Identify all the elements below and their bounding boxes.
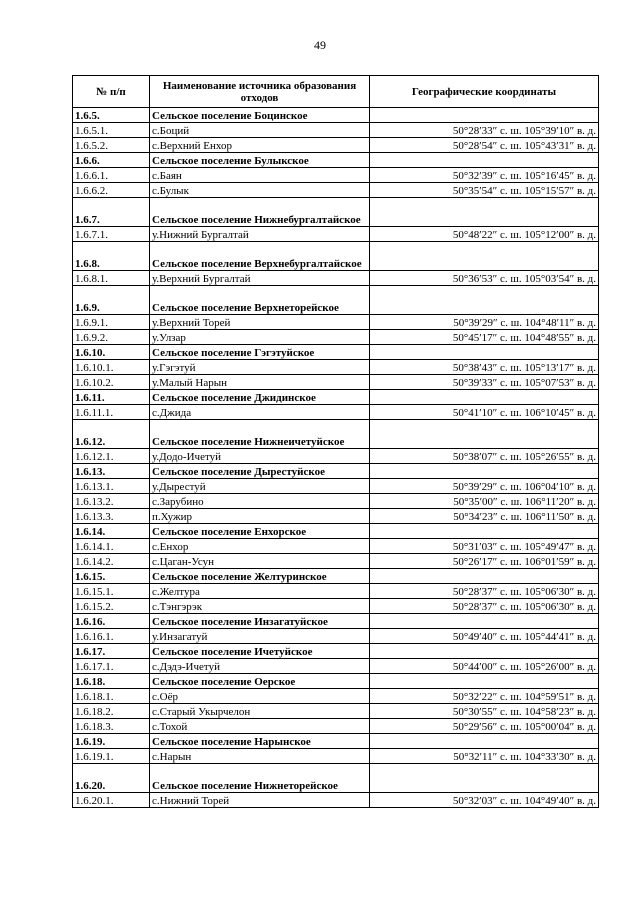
row-name: с.Боций — [150, 123, 370, 138]
table-row — [73, 689, 599, 704]
row-number: 1.6.6. — [73, 153, 150, 168]
row-name: у.Верхний Бургалтай — [150, 271, 370, 286]
row-name: Сельское поселение Нижнебургалтайское — [150, 198, 370, 227]
table-row — [73, 315, 599, 330]
row-coordinates — [370, 734, 599, 749]
row-number: 1.6.8.1. — [73, 271, 150, 286]
table-row — [73, 138, 599, 153]
row-name: Сельское поселение Джидинское — [150, 390, 370, 405]
row-coordinates: 50°36′53″ с. ш. 105°03′54″ в. д. — [370, 271, 599, 286]
row-coordinates — [370, 674, 599, 689]
row-coordinates: 50°34′23″ с. ш. 106°11′50″ в. д. — [370, 509, 599, 524]
table-row — [73, 629, 599, 644]
row-number: 1.6.9.2. — [73, 330, 150, 345]
row-name: с.Енхор — [150, 539, 370, 554]
table-row — [73, 449, 599, 464]
row-number: 1.6.14.2. — [73, 554, 150, 569]
row-name: с.Булык — [150, 183, 370, 198]
row-number: 1.6.5.1. — [73, 123, 150, 138]
row-number: 1.6.19. — [73, 734, 150, 749]
table-row — [73, 793, 599, 808]
row-number: 1.6.13.2. — [73, 494, 150, 509]
row-number: 1.6.11. — [73, 390, 150, 405]
row-name: у.Додо-Ичетуй — [150, 449, 370, 464]
row-coordinates: 50°28′33″ с. ш. 105°39′10″ в. д. — [370, 123, 599, 138]
row-coordinates: 50°39′29″ с. ш. 106°04′10″ в. д. — [370, 479, 599, 494]
row-coordinates: 50°35′54″ с. ш. 105°15′57″ в. д. — [370, 183, 599, 198]
row-coordinates: 50°38′43″ с. ш. 105°13′17″ в. д. — [370, 360, 599, 375]
row-name: у.Гэгэтуй — [150, 360, 370, 375]
row-name: с.Дэдэ-Ичетуй — [150, 659, 370, 674]
row-coordinates: 50°28′37″ с. ш. 105°06′30″ в. д. — [370, 584, 599, 599]
row-number: 1.6.18. — [73, 674, 150, 689]
table-body — [73, 108, 599, 808]
row-coordinates: 50°32′39″ с. ш. 105°16′45″ в. д. — [370, 168, 599, 183]
table-row — [73, 405, 599, 420]
section-row — [73, 524, 599, 539]
row-number: 1.6.6.2. — [73, 183, 150, 198]
table-row — [73, 554, 599, 569]
section-row — [73, 198, 599, 227]
row-name: Сельское поселение Дырестуйское — [150, 464, 370, 479]
row-name: у.Верхний Торей — [150, 315, 370, 330]
row-name: Сельское поселение Ичетуйское — [150, 644, 370, 659]
section-row — [73, 108, 599, 123]
section-row — [73, 614, 599, 629]
row-coordinates — [370, 464, 599, 479]
row-name: п.Хужир — [150, 509, 370, 524]
row-number: 1.6.14. — [73, 524, 150, 539]
row-name: Сельское поселение Енхорское — [150, 524, 370, 539]
row-number: 1.6.6.1. — [73, 168, 150, 183]
row-name: Сельское поселение Желтуринское — [150, 569, 370, 584]
row-name: с.Тохой — [150, 719, 370, 734]
row-coordinates — [370, 153, 599, 168]
row-coordinates — [370, 286, 599, 315]
row-name: у.Улзар — [150, 330, 370, 345]
table-row — [73, 360, 599, 375]
table-row — [73, 479, 599, 494]
row-name: Сельское поселение Булыкское — [150, 153, 370, 168]
row-number: 1.6.13.1. — [73, 479, 150, 494]
row-name: у.Инзагатуй — [150, 629, 370, 644]
row-coordinates: 50°32′22″ с. ш. 104°59′51″ в. д. — [370, 689, 599, 704]
row-number: 1.6.5. — [73, 108, 150, 123]
row-name: Сельское поселение Нижнеичетуйское — [150, 420, 370, 449]
row-name: с.Оёр — [150, 689, 370, 704]
table-row — [73, 168, 599, 183]
table-row — [73, 183, 599, 198]
row-name: Сельское поселение Верхнебургалтайское — [150, 242, 370, 271]
row-number: 1.6.11.1. — [73, 405, 150, 420]
row-number: 1.6.10.1. — [73, 360, 150, 375]
row-name: с.Тэнгэрэк — [150, 599, 370, 614]
row-number: 1.6.12. — [73, 420, 150, 449]
row-name: Сельское поселение Боцинское — [150, 108, 370, 123]
section-row — [73, 674, 599, 689]
row-number: 1.6.18.1. — [73, 689, 150, 704]
row-coordinates: 50°39′33″ с. ш. 105°07′53″ в. д. — [370, 375, 599, 390]
row-coordinates: 50°31′03″ с. ш. 105°49′47″ в. д. — [370, 539, 599, 554]
row-coordinates: 50°29′56″ с. ш. 105°00′04″ в. д. — [370, 719, 599, 734]
table-row — [73, 599, 599, 614]
row-number: 1.6.5.2. — [73, 138, 150, 153]
row-number: 1.6.12.1. — [73, 449, 150, 464]
row-number: 1.6.8. — [73, 242, 150, 271]
table-row — [73, 509, 599, 524]
row-name: с.Джида — [150, 405, 370, 420]
section-row — [73, 153, 599, 168]
row-number: 1.6.17. — [73, 644, 150, 659]
row-coordinates: 50°49′40″ с. ш. 105°44′41″ в. д. — [370, 629, 599, 644]
row-coordinates: 50°45′17″ с. ш. 104°48′55″ в. д. — [370, 330, 599, 345]
row-name: Сельское поселение Нижнеторейское — [150, 764, 370, 793]
row-name: у.Дырестуй — [150, 479, 370, 494]
section-row — [73, 569, 599, 584]
row-coordinates — [370, 390, 599, 405]
row-name: с.Баян — [150, 168, 370, 183]
row-number: 1.6.18.3. — [73, 719, 150, 734]
row-name: Сельское поселение Гэгэтуйское — [150, 345, 370, 360]
row-name: с.Желтура — [150, 584, 370, 599]
row-coordinates — [370, 108, 599, 123]
row-coordinates: 50°30′55″ с. ш. 104°58′23″ в. д. — [370, 704, 599, 719]
row-name: с.Старый Укырчелон — [150, 704, 370, 719]
table-row — [73, 227, 599, 242]
table-row — [73, 584, 599, 599]
section-row — [73, 644, 599, 659]
row-coordinates: 50°41′10″ с. ш. 106°10′45″ в. д. — [370, 405, 599, 420]
row-number: 1.6.16.1. — [73, 629, 150, 644]
row-number: 1.6.20. — [73, 764, 150, 793]
row-coordinates: 50°48′22″ с. ш. 105°12′00″ в. д. — [370, 227, 599, 242]
section-row — [73, 764, 599, 793]
row-name: у.Малый Нарын — [150, 375, 370, 390]
table-row — [73, 704, 599, 719]
table-row — [73, 123, 599, 138]
table-row — [73, 494, 599, 509]
section-row — [73, 286, 599, 315]
row-coordinates — [370, 764, 599, 793]
row-number: 1.6.16. — [73, 614, 150, 629]
row-coordinates: 50°44′00″ с. ш. 105°26′00″ в. д. — [370, 659, 599, 674]
page-number: 49 — [314, 38, 326, 52]
section-row — [73, 345, 599, 360]
row-coordinates: 50°28′54″ с. ш. 105°43′31″ в. д. — [370, 138, 599, 153]
row-coordinates — [370, 569, 599, 584]
row-coordinates: 50°39′29″ с. ш. 104°48′11″ в. д. — [370, 315, 599, 330]
row-number: 1.6.17.1. — [73, 659, 150, 674]
row-name: Сельское поселение Верхнеторейское — [150, 286, 370, 315]
row-name: с.Верхний Енхор — [150, 138, 370, 153]
row-coordinates — [370, 644, 599, 659]
table-row — [73, 271, 599, 286]
section-row — [73, 464, 599, 479]
row-name: с.Цаган-Усун — [150, 554, 370, 569]
table-row — [73, 749, 599, 764]
row-number: 1.6.15. — [73, 569, 150, 584]
row-name: с.Зарубино — [150, 494, 370, 509]
table-row — [73, 375, 599, 390]
row-number: 1.6.15.2. — [73, 599, 150, 614]
row-coordinates: 50°32′03″ с. ш. 104°49′40″ в. д. — [370, 793, 599, 808]
header-number: № п/п — [73, 76, 150, 108]
row-name: с.Нижний Торей — [150, 793, 370, 808]
row-number: 1.6.10.2. — [73, 375, 150, 390]
row-name: Сельское поселение Оерское — [150, 674, 370, 689]
row-name: с.Нарын — [150, 749, 370, 764]
header-coordinates: Географические координаты — [370, 76, 599, 108]
row-coordinates — [370, 420, 599, 449]
header-source-name: Наименование источника образования отходов — [150, 76, 370, 108]
row-coordinates: 50°28′37″ с. ш. 105°06′30″ в. д. — [370, 599, 599, 614]
row-number: 1.6.20.1. — [73, 793, 150, 808]
row-coordinates — [370, 614, 599, 629]
row-number: 1.6.13. — [73, 464, 150, 479]
row-number: 1.6.14.1. — [73, 539, 150, 554]
row-number: 1.6.18.2. — [73, 704, 150, 719]
coordinates-table — [72, 75, 599, 808]
row-number: 1.6.7. — [73, 198, 150, 227]
section-row — [73, 420, 599, 449]
table-row — [73, 719, 599, 734]
row-number: 1.6.10. — [73, 345, 150, 360]
row-name: у.Нижний Бургалтай — [150, 227, 370, 242]
section-row — [73, 242, 599, 271]
row-number: 1.6.19.1. — [73, 749, 150, 764]
table-row — [73, 659, 599, 674]
row-number: 1.6.13.3. — [73, 509, 150, 524]
row-number: 1.6.15.1. — [73, 584, 150, 599]
row-coordinates — [370, 242, 599, 271]
row-number: 1.6.9. — [73, 286, 150, 315]
row-number: 1.6.7.1. — [73, 227, 150, 242]
row-coordinates: 50°38′07″ с. ш. 105°26′55″ в. д. — [370, 449, 599, 464]
row-coordinates: 50°26′17″ с. ш. 106°01′59″ в. д. — [370, 554, 599, 569]
row-coordinates — [370, 524, 599, 539]
row-name: Сельское поселение Инзагатуйское — [150, 614, 370, 629]
table-row — [73, 330, 599, 345]
row-name: Сельское поселение Нарынское — [150, 734, 370, 749]
section-row — [73, 734, 599, 749]
table-row — [73, 539, 599, 554]
row-number: 1.6.9.1. — [73, 315, 150, 330]
row-coordinates: 50°32′11″ с. ш. 104°33′30″ в. д. — [370, 749, 599, 764]
row-coordinates: 50°35′00″ с. ш. 106°11′20″ в. д. — [370, 494, 599, 509]
row-coordinates — [370, 198, 599, 227]
section-row — [73, 390, 599, 405]
row-coordinates — [370, 345, 599, 360]
table-header-row — [73, 76, 599, 108]
